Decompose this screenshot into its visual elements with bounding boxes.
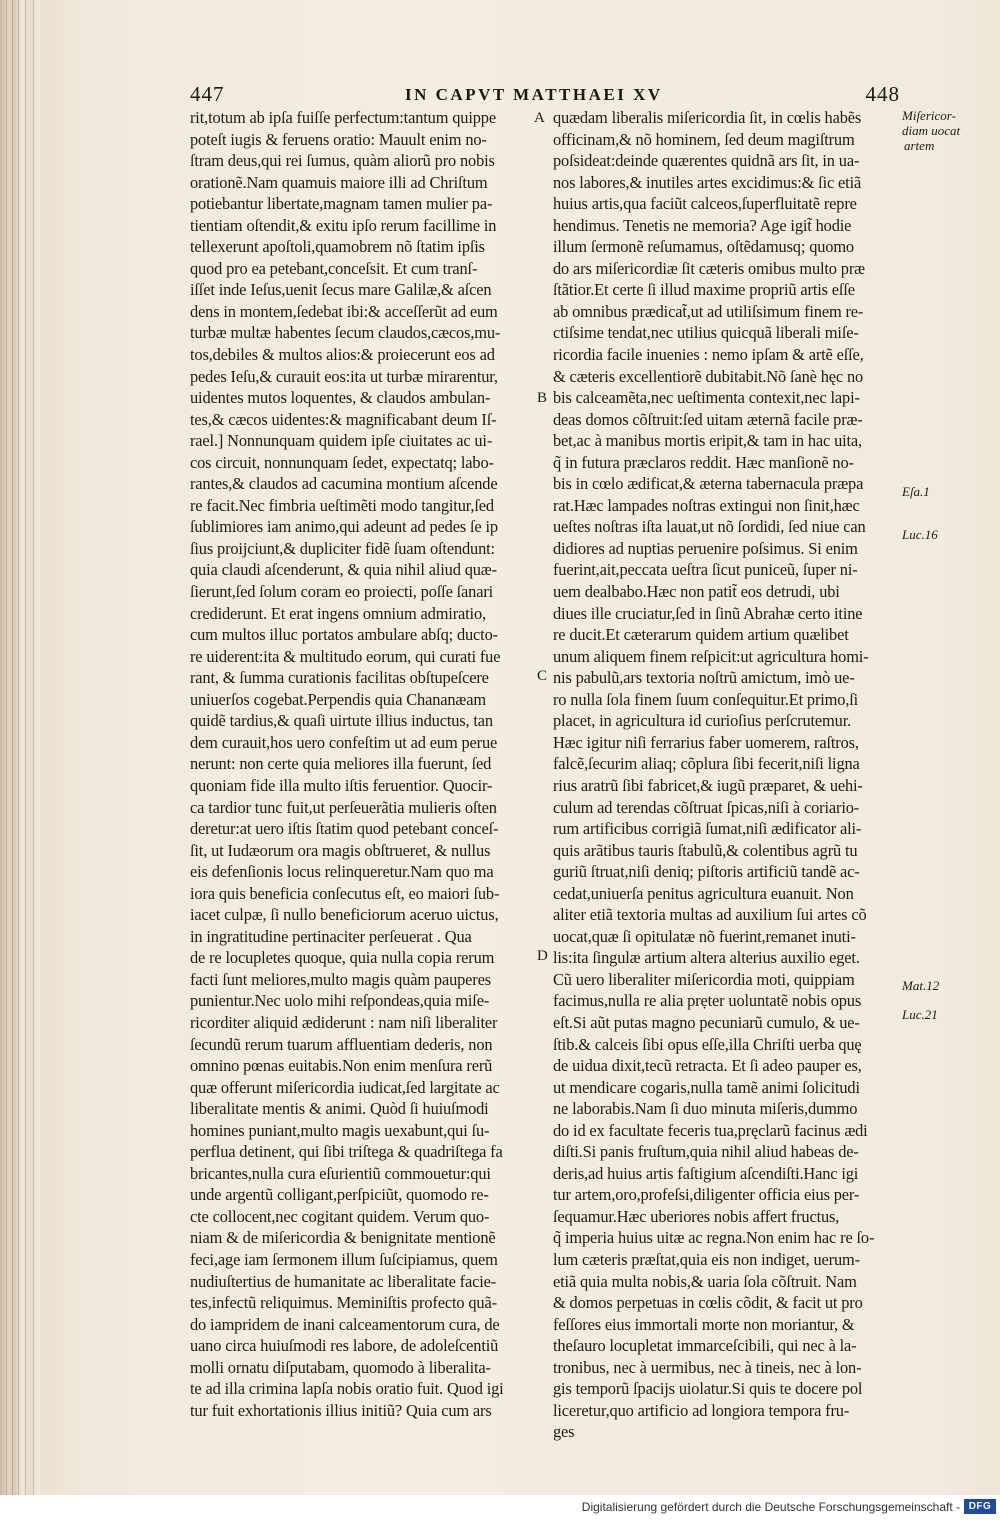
text-line: uniuerſos cogebat.Perpendis quia Chananæam: [190, 689, 486, 709]
text-line: unde argentũ colligant,perſpiciũt, quomodo re-: [190, 1185, 489, 1205]
text-line: ſtram deus,qui rei ſumus, quàm aliorũ pro nobis: [190, 151, 495, 171]
text-line: uocat,quæ ſi opitulatæ nõ fuerint,remanet inuti-: [553, 926, 856, 946]
text-line: deas domos cõſtruit:ſed uitam æternã facile præ-: [553, 409, 863, 429]
section-marker-c: C: [537, 668, 548, 684]
text-line: iora quis beneficia conſecutus eſt, eo maiori ſub-: [190, 883, 500, 903]
running-title: IN CAPVT MATTHAEI XV: [405, 85, 663, 104]
text-line: ſequamur.Hæc uberiores nobis affert fructus,: [553, 1206, 840, 1226]
text-line: officinam,& nõ hominem, ſed deum magiſtrum: [553, 129, 855, 149]
text-line: uano circa huiuſmodi res labore, de adoleſcentiũ: [190, 1336, 499, 1356]
text-line: ne laborabis.Nam ſi duo minuta miſeris,dummo: [553, 1099, 858, 1119]
text-line: eſt.Si aũt putas magno pecuniarũ cumulo, & ue-: [553, 1012, 860, 1032]
text-line: eis defenſionis locus relinqueretur.Nam quo ma: [190, 862, 494, 882]
text-line: cte collocent,nec cogitant quidem. Verum quo-: [190, 1206, 490, 1226]
text-line: facimus,nulla re alia prẹter uoluntatẽ nobis opus: [553, 991, 862, 1011]
text-line: molli ornatu diſputabam, quomodo à liberalita-: [190, 1357, 491, 1377]
text-line: aliter etiã textoria multas ad auxilium ſui artes cõ: [553, 905, 867, 925]
text-line: poſsideat:deinde quærentes quidnã ars ſit, in ua-: [553, 151, 860, 171]
text-line: potiebantur libertate,magnam tamen mulier pa-: [190, 194, 493, 214]
text-line: theſauro locupletat immarceſcibili, qui nec à la-: [553, 1336, 857, 1356]
text-line: ſtib.& calceis ſibi opus eſſe,illa Chriſti uerba quę: [553, 1034, 862, 1054]
text-line: tes,& cæcos uidentes:& magnificabant deum Iſ-: [190, 409, 497, 429]
text-line: de re locupletes quoque, quia nulla copia rerum: [190, 948, 495, 968]
text-line: rael.] Nonnunquam quidem ipſe ciuitates ac ui-: [190, 431, 493, 451]
left-column: [190, 107, 530, 1421]
text-line: unum aliquem finem reſpicit:ut agricultura homi-: [553, 646, 869, 666]
text-line: ſius proijciunt,& dupliciter fidẽ ſuam oſtendunt:: [190, 538, 495, 558]
text-line: feci,age iam ſermonem illum ſuſcipiamus, quem: [190, 1249, 498, 1269]
text-line: crediderunt. Et erat ingens omnium admiratio,: [190, 603, 486, 623]
text-line: bis calceamẽta,nec ueſtimenta contexit,nec lapi-: [553, 388, 860, 408]
text-line: huius artis,qua faciũt calceos,ſuperfluitatẽ repre: [553, 194, 857, 214]
text-line: rant, & ſumma curationis facilitas obſtupeſcere: [190, 668, 489, 688]
text-line: placet, in agricultura id curioſius perſcrutemur.: [553, 711, 852, 731]
text-line: turbæ multæ habentes ſecum claudos,cæcos,mu-: [190, 323, 501, 343]
text-line: ſecundũ rerum tuarum affluentiam dederis, non: [190, 1034, 493, 1054]
text-line: uem dealbabo.Hæc non patit̃ eos detrudi, ubi: [553, 582, 840, 602]
footer-bar: [0, 1495, 1000, 1520]
text-line: deretur:at uero iſtis ſtatim quod petebant conceſ-: [190, 819, 499, 839]
text-line: rius aratrũ ſibi fabricet,& iugũ præparet, & uehi-: [553, 775, 863, 795]
text-line: q̃ in futura præclaros reddit. Hæc manſionẽ no-: [553, 452, 854, 472]
text-line: fuerint,ait,peccata ueſtra ſicut puniceũ, ſuper ni-: [553, 560, 858, 580]
text-line: rit,totum ab ipſa fuiſſe perfectum:tantum quippe: [190, 108, 496, 127]
text-line: liceretur,quo artificio ad longiora tempora fru-: [553, 1400, 850, 1420]
margin-ref-esa: Eſa.1: [902, 484, 930, 499]
text-line: do iampridem de inani calceamentorum cura, de: [190, 1314, 500, 1334]
text-line: rum artificibus corrigiã ſumat,niſi ædificator ali-: [553, 819, 862, 839]
text-line: cum multos illuc portatos ambulare abſq; ducto-: [190, 625, 498, 645]
text-line: tientiam oſtendit,& exitu ipſo rerum facillime in: [190, 215, 497, 235]
text-line: Hæc igitur niſi ferrarius faber uomerem, raſtros,: [553, 732, 859, 752]
text-line: diues ille cruciatur,ſed in ſinũ Abrahæ certo itine: [553, 603, 863, 623]
footer-credit: Digitalisierung gefördert durch die Deutsche Forschungsgemeinschaft -: [581, 1500, 960, 1514]
section-marker-b: B: [537, 390, 548, 406]
text-line: ut mendicare cogaris,nulla tamẽ animi ſolicitudi: [553, 1077, 860, 1097]
section-marker-d: D: [537, 948, 548, 964]
text-line: nos labores,& inutiles artes excidimus:& ſic etiã: [553, 172, 862, 192]
text-line: ges: [553, 1422, 575, 1442]
right-column: [553, 107, 901, 1443]
binding-edge: [0, 0, 40, 1495]
text-line: quoniam fide illa multo iſtis feruentior. Quocir-: [190, 775, 493, 795]
text-line: niam & de miſericordia & benignitate mentionẽ: [190, 1228, 496, 1248]
text-line: cos circuit, nonnunquam ſedet, expectatq; labo-: [190, 452, 494, 472]
text-line: tur fuit exhortationis illius initiũ? Quia cum ars: [190, 1400, 492, 1420]
text-line: de uidua dixit,tecũ retracta. Et ſi adeo pauper es,: [553, 1056, 862, 1076]
text-line: guriũ ſtruat,niſi deniq; piſtoris artificiũ tandẽ ac-: [553, 862, 860, 882]
text-line: homines puniant,multo magis uexabunt,qui ſu-: [190, 1120, 490, 1140]
text-line: tes,infectũ reliquimus. Meminiſtis profecto quã-: [190, 1293, 497, 1313]
text-line: diſti.Si panis fruſtum,quia nihil aliud habeas de-: [553, 1142, 859, 1162]
margin-ref-mat12: Mat.12: [902, 978, 940, 993]
text-line: perflua detinent, qui ſibi triſtega & quadriſtega fa: [190, 1142, 503, 1162]
text-line: ueſtes noſtras iſta lauat,ut nõ ſordidi, ſed niue can: [553, 517, 866, 537]
margin-ref-luc21: Luc.21: [902, 1007, 938, 1022]
page-header: [190, 82, 900, 108]
text-line: bet,ac à manibus mortis eripit,& tam in hac uita,: [553, 431, 862, 451]
text-line: pedes Ieſu,& curauit eos:ita ut turbæ mirarentur,: [190, 366, 498, 386]
dfg-logo-icon: DFG: [964, 1499, 996, 1514]
text-line: facti ſunt meliores,multo magis quàm pauperes: [190, 969, 491, 989]
text-line: hendimus. Tenetis ne memoria? Age igit̃ hodie: [553, 215, 852, 235]
text-line: quod pro ea petebant,conceſsit. Et cum tranſ-: [190, 258, 478, 278]
margin-note-misericordia: Miſericor- diam uocat artem: [902, 108, 961, 153]
text-line: & domos perpetuas in cœlis cõdit, & facit ut pro: [553, 1293, 863, 1313]
text-line: ricordia facile inuenies : nemo ipſam & artẽ eſſe,: [553, 345, 864, 365]
text-line: re facit.Nec fimbria ueſtimẽti modo tangitur,ſed: [190, 495, 494, 515]
text-line: q̃ imperia huius uitæ ac regna.Non enim hac re ſo-: [553, 1228, 875, 1248]
text-line: te ad illa crimina lapſa nobis oratio fuit. Quod igi: [190, 1379, 504, 1399]
text-line: quidẽ tardius,& quaſi uirtute illius inductus, tan: [190, 711, 493, 731]
text-line: cedat,uniuerſa penitus agricultura euanuit. Non: [553, 883, 854, 903]
margin-ref-luc16: Luc.16: [902, 527, 938, 542]
text-line: iacet culpæ, ſi nullo beneficiorum aceruo uictus,: [190, 905, 499, 925]
text-line: rantes,& claudos ad cacumina montium aſcende: [190, 474, 498, 494]
text-line: quia claudi aſcenderunt, & quia nihil aliud quæ-: [190, 560, 497, 580]
text-line: culum ad terendas cõſtruat ſpicas,niſi à coriario-: [553, 797, 860, 817]
text-line: poteſt iugis & feruens oratio: Mauult enim no-: [190, 129, 487, 149]
text-line: quis arãtibus tauris ſtabulũ,& colentibus agrũ tu: [553, 840, 858, 860]
text-line: dem curauit,hos uero confeſtim ut ad eum perue: [190, 732, 498, 752]
text-line: liberalitate mentis & animi. Quòd ſi huiuſmodi: [190, 1099, 489, 1119]
text-line: Cũ uero liberaliter miſericordia moti, quippiam: [553, 969, 855, 989]
text-line: lum cæteris præſtat,quia eis non indiget, uerum-: [553, 1249, 860, 1269]
text-line: ſtãtior.Et certe ſi illud maxime propriũ artis eſſe: [553, 280, 855, 300]
text-line: ctiſsime tendat,nec utilius quicquã liberali miſe-: [553, 323, 859, 343]
text-line: gis temporũ ſpacijs uiolatur.Si quis te docere pol: [553, 1379, 863, 1399]
text-line: orationẽ.Nam quamuis maiore illi ad Chriſtum: [190, 172, 488, 192]
text-line: uidentes mutos loquentes, & claudos ambulan-: [190, 388, 491, 408]
folio-left: 447: [190, 82, 225, 106]
text-line: falcẽ,ſecurim aliaq; cõplura ſibi fecerit,niſi ligna: [553, 754, 860, 774]
text-line: ſublimiores iam animo,qui adeunt ad pedes ſe ip: [190, 517, 498, 537]
text-line: illum ſermonẽ reſumamus, oſtẽdamusq; quomo: [553, 237, 854, 257]
text-line: re uiderent:ita & multitudo eorum, qui curati fue: [190, 646, 501, 666]
text-line: nudiuſtertius de humanitate ac liberalitate facie-: [190, 1271, 497, 1291]
text-line: do id ex facultate feceris tua,pręclarũ facinus ædi: [553, 1120, 868, 1140]
text-line: nis pabulũ,ars textoria noſtrũ amictum, imò ue-: [553, 668, 855, 688]
text-line: nerunt: non certe quia meliores illa fuerunt, ſed: [190, 754, 492, 774]
text-line: rat.Hæc lampades noſtras extingui non ſinit,hæc: [553, 495, 860, 515]
text-line: lis:ita ſingulæ artium altera alterius auxilio eget.: [553, 948, 860, 968]
text-line: quæ offerunt miſericordia iudicat,ſed largitate ac: [190, 1077, 500, 1097]
text-line: tos,debiles & multos alios:& proiecerunt eos ad: [190, 345, 495, 365]
text-line: ro nulla ſola finem ſuum conſequitur.Et primo,ſi: [553, 689, 859, 709]
text-line: ſit, ut Iudæorum ora magis obſtrueret, & nullus: [190, 840, 491, 860]
section-marker-a: A: [534, 110, 545, 126]
folio-right: 448: [865, 82, 900, 106]
text-line: didiores ad nuptias peruenire poſsimus. Si enim: [553, 538, 858, 558]
text-line: tronibus, nec à uermibus, nec à tineis, nec à lon-: [553, 1357, 862, 1377]
text-line: ricorditer aliquid ædiderunt : nam niſi liberaliter: [190, 1012, 498, 1032]
text-line: omnino pœnas euitabis.Non enim menſura rerũ: [190, 1056, 493, 1076]
text-line: etiã quia multa nobis,& uaria ſola cõſtruit. Nam: [553, 1271, 857, 1291]
text-line: feſſores eius immortali morte non moriantur, &: [553, 1314, 855, 1334]
text-line: ab omnibus prædicat̃,ut ad utiliſsimum finem re-: [553, 301, 864, 321]
text-line: tellexerunt apoſtoli,quamobrem nõ ſtatim ipſis: [190, 237, 485, 257]
text-line: re ducit.Et cæterarum quidem artium quælibet: [553, 625, 849, 645]
text-line: tur artem,oro,profeſsi,diligenter officia eius per-: [553, 1185, 860, 1205]
text-line: ſierunt,ſed ſolum coram eo proiecti, poſſe ſanari: [190, 582, 494, 602]
text-line: bricantes,nulla cura eſurientiũ commouetur:qui: [190, 1163, 491, 1183]
text-line: ca tardior tunc fuit,ut perſeuerãtia mulieris oſten: [190, 797, 497, 817]
text-line: iſſet inde Ieſus,uenit ſecus mare Galilæ,& aſcen: [190, 280, 492, 300]
text-line: punientur.Nec uolo mihi reſpondeas,quia miſe-: [190, 991, 490, 1011]
text-line: & cæteris excellentiorẽ dubitabit.Nõ ſanè hęc no: [553, 366, 864, 386]
text-line: deris,ad huius artis faſtigium aſcendiſti.Hanc igi: [553, 1163, 859, 1183]
text-line: quædam liberalis miſericordia ſit, in cœlis habẽs: [553, 108, 862, 127]
text-line: dens in montem,ſedebat ibi:& acceſſerũt ad eum: [190, 301, 498, 321]
text-line: in ingratitudine pertinaciter perſeuerat . Qua: [190, 926, 472, 946]
text-line: bis in cœlo ædificat,& æterna tabernacula præpa: [553, 474, 864, 494]
text-line: do ars miſericordiæ ſit cæteris omibus multo præ: [553, 258, 865, 278]
